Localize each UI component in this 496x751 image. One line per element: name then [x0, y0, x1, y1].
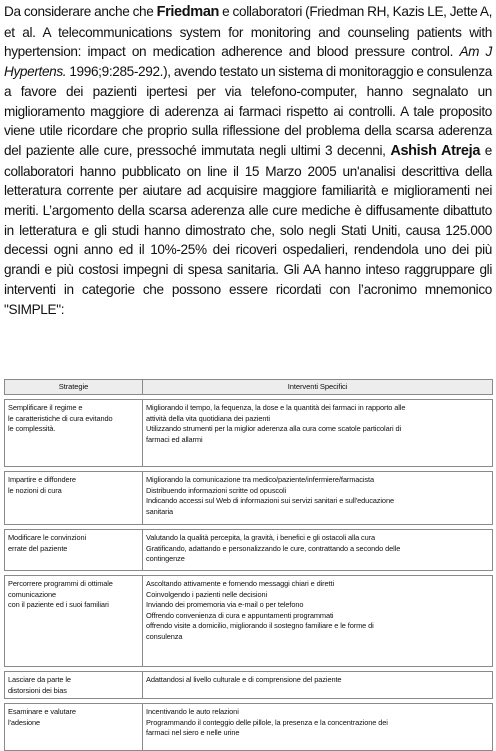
- interventions-cell: [143, 672, 493, 699]
- text-run: e collaboratori hanno pubblicato on line il 15 Marzo 2005 un'analisi descrittiva della letteratura corrente per aiutare ad acquisire maggiore familiarità e miglioramenti nei meriti. L’argomento della scarsa aderenza alle cure mediche è diffusamente dibattuto in letteratura e gli studi hanno dimostrato che, solo negli Stati Uniti, causa 125.000 decessi ogni anno ed il 10%-25% dei ricoveri ospedalieri, rendendola uno dei più grandi e più costosi impegni di spesa sanitaria. Gli AA hanno inteso raggruppare gli interventi in categorie che possono essere ricordati con l’acronimo mnemonico "SIMPLE":: [4, 142, 492, 317]
- table-header-row: [5, 380, 493, 395]
- text-run: 1996;9:285-292.), avendo testato un sistema di monitoraggio e consulenza a favore dei pazienti ipertesi per via telefono-computer, hanno segnalato un miglioramento maggiore di aderenza ai farmaci rispetto ai controlli. A tale proposito viene utile ricordare che proprio sulla riflessione del problema della scarsa aderenza del paziente alle cure, pressoché immutata negli ultimi 3 decenni,: [4, 64, 492, 158]
- author-name-atreja: Ashish Atreja: [390, 142, 481, 159]
- intervention-line: Indicando accessi sul Web di informazioni sui servizi sanitari e sull'educazione: [146, 496, 394, 506]
- intervention-line: contingenze: [146, 554, 185, 564]
- strategy-cell: [5, 400, 143, 467]
- intervention-line: offrendo visite a domicilio, migliorando il sostegno familiare e le forme di: [146, 621, 374, 631]
- strategy-line: le nozioni di cura: [8, 485, 62, 495]
- strategy-line: l'adesione: [8, 717, 41, 727]
- strategy-line: con il paziente ed i suoi familiari: [8, 600, 109, 610]
- intervention-line: Inviando dei promemoria via e-mail o per telefono: [146, 600, 304, 610]
- strategy-line: Percorrere programmi di ottimale: [8, 579, 113, 588]
- intervention-line: Migliorando la comunicazione tra medico/paziente/infermiere/farmacista: [146, 475, 374, 484]
- table-body: [5, 395, 493, 751]
- strategy-line: le complessità.: [8, 424, 56, 434]
- strategy-line: le caratteristiche di cura evitando: [8, 413, 113, 423]
- intervention-line: Gratificando, adattando e personalizzando le cure, contrattando a secondo delle: [146, 543, 401, 553]
- intervention-line: consulenza: [146, 631, 183, 641]
- header-interventi: Interventi Specifici: [143, 380, 493, 395]
- table-row: [5, 576, 493, 667]
- intervention-line: attività della vita quotidiana dei pazienti: [146, 413, 270, 423]
- table-row: [5, 530, 493, 571]
- text-run: e collaboratori (Friedman RH, Kazis LE, Jette A, et al. A telecommunications system for monitoring and counseling patients with hypertension: impact on medication adherence and blood pressure control.: [4, 4, 492, 60]
- interventions-cell: [143, 530, 493, 571]
- table-row: [5, 472, 493, 525]
- strategy-line: Semplificare il regime e: [8, 403, 83, 412]
- interventions-cell: [143, 472, 493, 525]
- intervention-line: Migliorando il tempo, la fequenza, la dose e la quantità dei farmaci in rapporto alle: [146, 403, 406, 412]
- table-row: [5, 704, 493, 751]
- strategy-cell: [5, 576, 143, 667]
- journal-citation: Am J Hypertens.: [4, 44, 492, 80]
- author-name-friedman: Friedman: [156, 4, 220, 20]
- intervention-line: Coinvolgendo i pazienti nelle decisioni: [146, 589, 268, 599]
- header-strategie: Strategie: [5, 380, 143, 395]
- strategy-line: Impartire e diffondere: [8, 475, 76, 484]
- strategy-cell: [5, 672, 143, 699]
- intervention-line: Programmando il conteggio delle pillole, la presenza e la concentrazione dei: [146, 717, 388, 727]
- intro-paragraph: [4, 2, 492, 319]
- interventions-cell: [143, 576, 493, 667]
- strategy-cell: [5, 530, 143, 571]
- interventions-cell: [143, 704, 493, 751]
- intervention-line: Valutando la qualità percepita, la gravità, i benefici e gli ostacoli alla cura: [146, 533, 376, 542]
- table-row: [5, 672, 493, 699]
- intervention-line: Offrendo convenienza di cura e appuntamenti programmati: [146, 610, 334, 620]
- intervention-line: farmaci nel siero e nelle urine: [146, 728, 240, 738]
- table-row: [5, 400, 493, 467]
- intervention-line: Incentivando le auto relazioni: [146, 707, 239, 717]
- intervention-line: Adattandosi al livello culturale e di comprensione del paziente: [146, 675, 342, 684]
- strategy-cell: [5, 472, 143, 525]
- strategy-line: Lasciare da parte le: [8, 675, 71, 684]
- intervention-line: Utilizzando strumenti per la miglior aderenza alla cura come scatole particolari di: [146, 424, 402, 434]
- strategy-line: errate del paziente: [8, 543, 68, 553]
- strategy-line: distorsioni dei bias: [8, 685, 67, 695]
- intervention-line: Distribuendo informazioni scritte od opuscoli: [146, 485, 287, 495]
- text-run: Da considerare anche che: [4, 4, 157, 19]
- intervention-line: sanitaria: [146, 506, 174, 516]
- document-body: [4, 2, 492, 319]
- simple-strategies-table: [4, 379, 493, 751]
- strategy-line: Esaminare e valutare: [8, 707, 76, 717]
- strategy-cell: [5, 704, 143, 751]
- intervention-line: farmaci ed allarmi: [146, 434, 203, 444]
- strategy-line: comunicazione: [8, 589, 56, 599]
- strategy-line: Modificare le convinzioni: [8, 533, 87, 542]
- interventions-cell: [143, 400, 493, 467]
- intervention-line: Ascoltando attivamente e fornendo messaggi chiari e diretti: [146, 579, 335, 588]
